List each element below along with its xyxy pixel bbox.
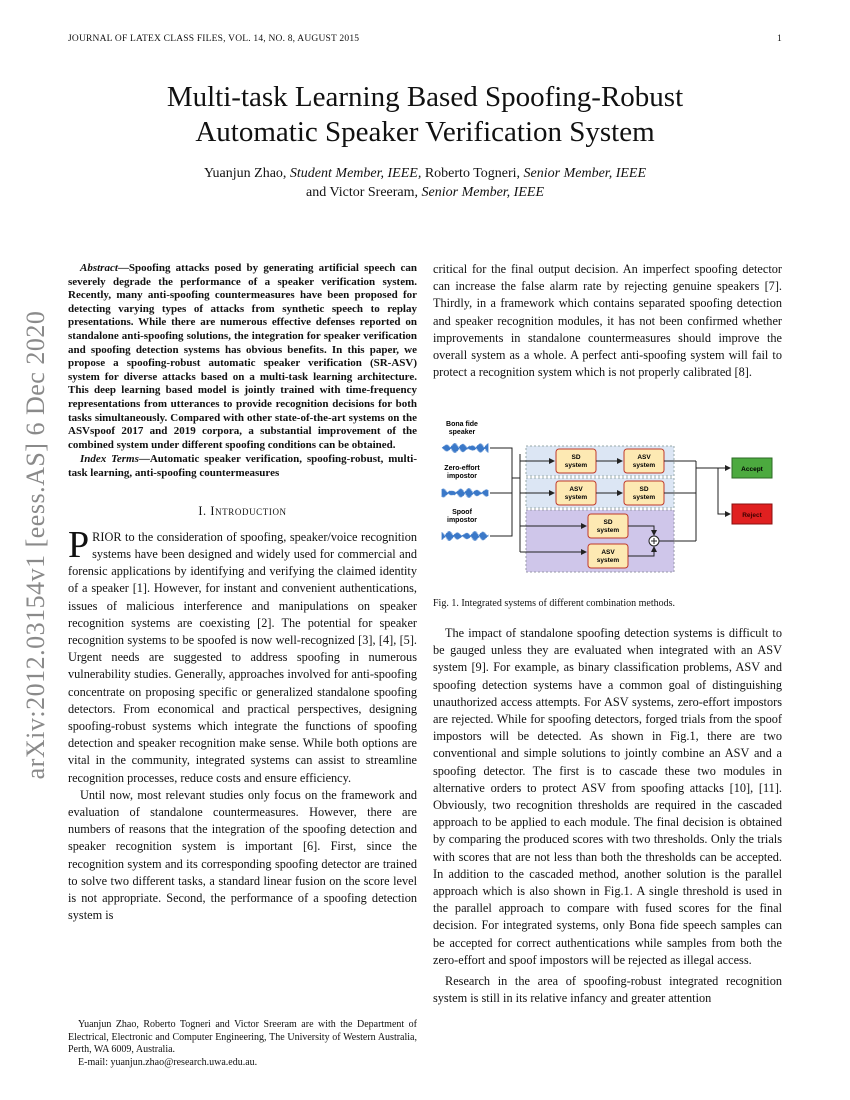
row2-sd-box xyxy=(624,481,664,505)
intro-paragraph-4: Research in the area of spoofing-robust integrated recognition system is still in its relative infancy and greater attention xyxy=(433,974,782,1006)
author-3: and Victor Sreeram, xyxy=(306,185,422,200)
author-2: Roberto Togneri, xyxy=(421,166,524,181)
intro-paragraph-1 xyxy=(68,523,417,787)
integration-diagram xyxy=(440,418,785,586)
index-terms-label: Index Terms xyxy=(80,453,139,466)
right-column-top xyxy=(433,261,782,381)
par-sd-box xyxy=(588,514,628,538)
right-column-bottom xyxy=(433,625,782,1007)
drop-cap: P xyxy=(68,523,90,566)
abstract-text: —Spoofing attacks posed by generating artificial speech can severely degrade the performance of a speaker verification system. Recently, many anti-spoofing countermeasures have been proposed for detecting varying types of attacks from synthetic speech to replay presentations. While there are numerous effective defenses reported on standalone anti-spoofing solutions, the integration for speaker verification and spoofing detection systems has obvious benefits. In this paper, we propose a spoofing-robust automatic speaker verification (SR-ASV) system for diverse attacks based on a multi-task learning architecture. This deep learning based model is jointly trained with time-frequency representations from utterances to provide recognition decisions for both tasks simultaneously. Compared with other state-of-the-art systems on the ASVspoof 2017 and 2019 corpora, a substantial improvement of the combined system under different spoofing conditions can be obtained. xyxy=(68,262,417,451)
figure-1 xyxy=(440,418,785,586)
row1-asv-label-2: system xyxy=(632,462,656,469)
intro-paragraph-1-text: to the consideration of spoofing, speaker/voice recognition systems have been designed and widely used for commercial and forensic applications by identifying and verifying the claimed identity of a speaker [1]. However, for instant and convenient authentications, issues of malicious interference and manipulations on speaker recognition systems are coexisting [2]. The potential for speaker recognition systems to be spoofed is now well-recognized [3], [4], [5]. Urgent needs are suggested to address spoofing in numerous vulnerability studies. Generally, approaches involved for anti-spoofing concentrate on proposing specific or generalized standalone spoofing detectors. From economical and practical perspectives, designing spoofing-robust systems which integrate the functions of spoofing detection and speaker recognition make sense. While both options are vital in the community, integrated systems can assist to streamline recognition processes, reduce costs and ensure efficiency. xyxy=(68,529,417,785)
author-1: Yuanjun Zhao, xyxy=(203,166,290,181)
section-heading: I. Introduction xyxy=(198,503,287,518)
connector-spoof xyxy=(490,526,512,536)
label-bona-fide: Bona fide xyxy=(446,421,478,428)
par-sd-label: SD xyxy=(603,519,613,526)
par-sd-label-2: system xyxy=(596,527,620,534)
page-number: 1 xyxy=(777,34,782,44)
intro-paragraph-3: The impact of standalone spoofing detection systems is difficult to be gauged unless they are evaluated when integrated with an ASV system [9]. For example, as binary classification problems, ASV and spoofing detection systems have a common goal of distinguishing unauthorized access attempts. For ASV systems, zero-effort impostors are rejected. While for spoofing detectors, forged trials from the spoof impostors will be detected. As shown in Fig.1, there are two conventional and simple solutions to jointly combine an ASV and a spoofing detector. The first is to cascade these two modules in alternative orders to protect ASV from spoofing attacks [10], [11]. Obviously, two recognition thresholds are required in the cascaded approach to be applied to each module. The final decision is obtained by comparing the produced scores with two thresholds. Only the trials with scores that are not less than both the thresholds can be accepted. In addition to the cascaded method, another solution is the parallel approach which is also shown in Fig.1. A single threshold is used in the parallel approach to compare with fused scores for the final decision. For integrated systems, only Bona fide speech samples can be accepted for correct authentications while samples from both the zero-effort and spoof impostors will be rejected as illegal access. xyxy=(433,626,782,967)
waveform-group xyxy=(442,443,488,541)
author-list xyxy=(60,164,790,202)
left-column xyxy=(68,262,417,924)
lead-word: RIOR xyxy=(92,529,122,544)
label-bona-fide-2: speaker xyxy=(448,429,476,436)
reject-label: Reject xyxy=(742,512,762,519)
row1-asv-label: ASV xyxy=(637,454,651,461)
row2-sd-label-2: system xyxy=(632,494,656,501)
row2-asv-box xyxy=(556,481,596,505)
waveform-icon xyxy=(442,443,488,453)
to-reject xyxy=(696,468,730,514)
footnote-affiliation: Yuanjun Zhao, Roberto Togneri and Victor Sreeram are with the Department of Electrical, Electronic and Computer Engineering, The University of Western Australia, Perth, WA 6009, Australia. xyxy=(68,1019,417,1056)
running-head xyxy=(68,34,782,48)
label-spoof: Spoof xyxy=(452,509,472,516)
author-2-role: Senior Member, IEEE xyxy=(523,166,647,181)
figure-caption: Fig. 1. Integrated systems of different combination methods. xyxy=(433,598,675,609)
row2-sd-label: SD xyxy=(639,486,649,493)
footnote xyxy=(68,1019,417,1069)
title-line-2: Automatic Speaker Verification System xyxy=(195,116,655,148)
label-spoof-2: impostor xyxy=(447,517,477,524)
intro-paragraph-2: Until now, most relevant studies only focus on the framework and evaluation of standalone countermeasures. However, there are numbers of reasons that the integration of the spoofing detection and speaker recognition system is important [6]. First, since the recognition system and its corresponding spoofing detector are trained to solve two different tasks, a standard linear fusion on the score level is not appropriate. Second, the performance of a spoofing detection system is xyxy=(68,787,417,923)
author-1-role: Student Member, IEEE, xyxy=(289,166,422,181)
connector-bona xyxy=(490,448,512,460)
index-terms xyxy=(68,453,417,480)
abstract-label: Abstract xyxy=(80,262,118,274)
label-zero-effort: Zero-effort xyxy=(444,465,480,472)
author-line-2 xyxy=(60,183,790,202)
label-zero-effort-2: impostor xyxy=(447,473,477,480)
journal-header: JOURNAL OF LATEX CLASS FILES, VOL. 14, NO. 8, AUGUST 2015 xyxy=(68,34,360,44)
row1-sd-box xyxy=(556,449,596,473)
row1-sd-label-2: system xyxy=(564,462,588,469)
index-terms-text: —Automatic speaker verification, spoofing-robust, multi-task learning, anti-spoofing countermeasures xyxy=(68,453,417,479)
paper-title xyxy=(60,80,790,150)
arxiv-stamp xyxy=(10,290,62,800)
abstract xyxy=(68,262,417,452)
intro-paragraph-2-continued: critical for the final output decision. An imperfect spoofing detector can increase the false alarm rate by rejecting genuine speakers [7]. Thirdly, in a framework which contains separated spoofing detection and speaker recognition modules, it has not been confirmed whether improvements in standalone countermeasures should improve the overall system as a whole. A perfect anti-spoofing system will fail to protect a recognition system which is not properly calibrated [8]. xyxy=(433,262,782,380)
row1-asv-box xyxy=(624,449,664,473)
waveform-icon xyxy=(442,488,488,498)
author-3-role: Senior Member, IEEE xyxy=(421,185,544,200)
waveform-icon xyxy=(442,531,488,541)
author-line-1 xyxy=(60,164,790,183)
row1-sd-label: SD xyxy=(571,454,581,461)
title-line-1: Multi-task Learning Based Spoofing-Robust xyxy=(166,81,684,113)
arxiv-identifier: arXiv:2012.03154v1 [eess.AS] 6 Dec 2020 xyxy=(21,310,50,780)
footnote-email: E-mail: yuanjun.zhao@research.uwa.edu.au. xyxy=(78,1056,258,1068)
par-asv-label: ASV xyxy=(601,549,615,556)
row2-asv-label-2: system xyxy=(564,494,588,501)
par-asv-label-2: system xyxy=(596,557,620,564)
row2-asv-label: ASV xyxy=(569,486,583,493)
accept-label: Accept xyxy=(741,466,763,473)
par-asv-box xyxy=(588,544,628,568)
